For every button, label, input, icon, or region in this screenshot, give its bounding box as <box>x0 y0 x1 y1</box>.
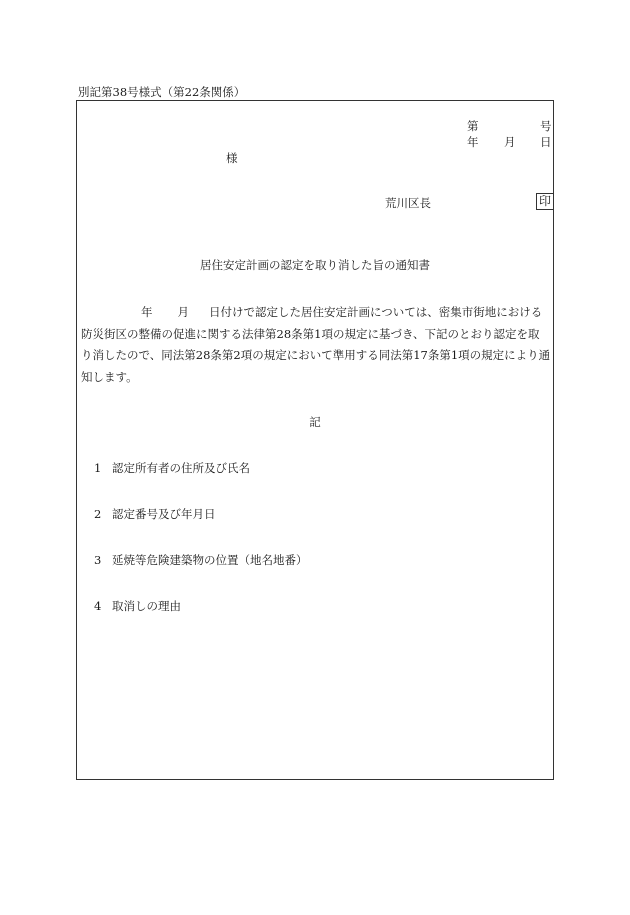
body-line-4: 知します。 <box>81 369 138 384</box>
item-4 <box>94 598 181 614</box>
item-number: 1 <box>94 461 102 475</box>
form-frame <box>76 100 554 780</box>
item-label: 延焼等危険建築物の位置（地名地番） <box>112 553 308 567</box>
issuer-name: 荒川区長 <box>385 196 431 210</box>
body-line-2: 防災街区の整備の促進に関する法律第28条第1項の規定に基づき、下記のとおり認定を取 <box>81 326 540 341</box>
number-suffix: 号 <box>540 119 552 133</box>
item-label: 取消しの理由 <box>112 599 181 613</box>
body-line-1 <box>81 302 549 324</box>
seal-mark: 印 <box>536 193 554 210</box>
addressee-suffix: 様 <box>226 151 238 165</box>
body-line-1-text: 日付けで認定した居住安定計画については、密集市街地における <box>209 305 543 319</box>
notice-body <box>81 302 549 388</box>
item-3 <box>94 552 308 568</box>
item-number: 4 <box>94 599 102 613</box>
item-label: 認定所有者の住所及び氏名 <box>112 461 250 475</box>
item-1 <box>94 460 250 476</box>
item-number: 3 <box>94 553 102 567</box>
body-date-year: 年 <box>141 305 153 319</box>
date-year: 年 <box>467 135 479 149</box>
ki-heading: 記 <box>309 415 321 429</box>
document-title: 居住安定計画の認定を取り消した旨の通知書 <box>200 258 430 272</box>
number-prefix: 第 <box>467 119 479 133</box>
item-label: 認定番号及び年月日 <box>112 507 216 521</box>
date-day: 日 <box>540 135 552 149</box>
form-label: 別記第38号様式（第22条関係） <box>78 85 246 99</box>
item-2 <box>94 506 216 522</box>
date-month: 月 <box>504 135 516 149</box>
body-date-month: 月 <box>177 305 189 319</box>
body-line-3: り消したので、同法第28条第2項の規定において準用する同法第17条第1項の規定により通 <box>81 348 551 362</box>
item-number: 2 <box>94 507 102 521</box>
